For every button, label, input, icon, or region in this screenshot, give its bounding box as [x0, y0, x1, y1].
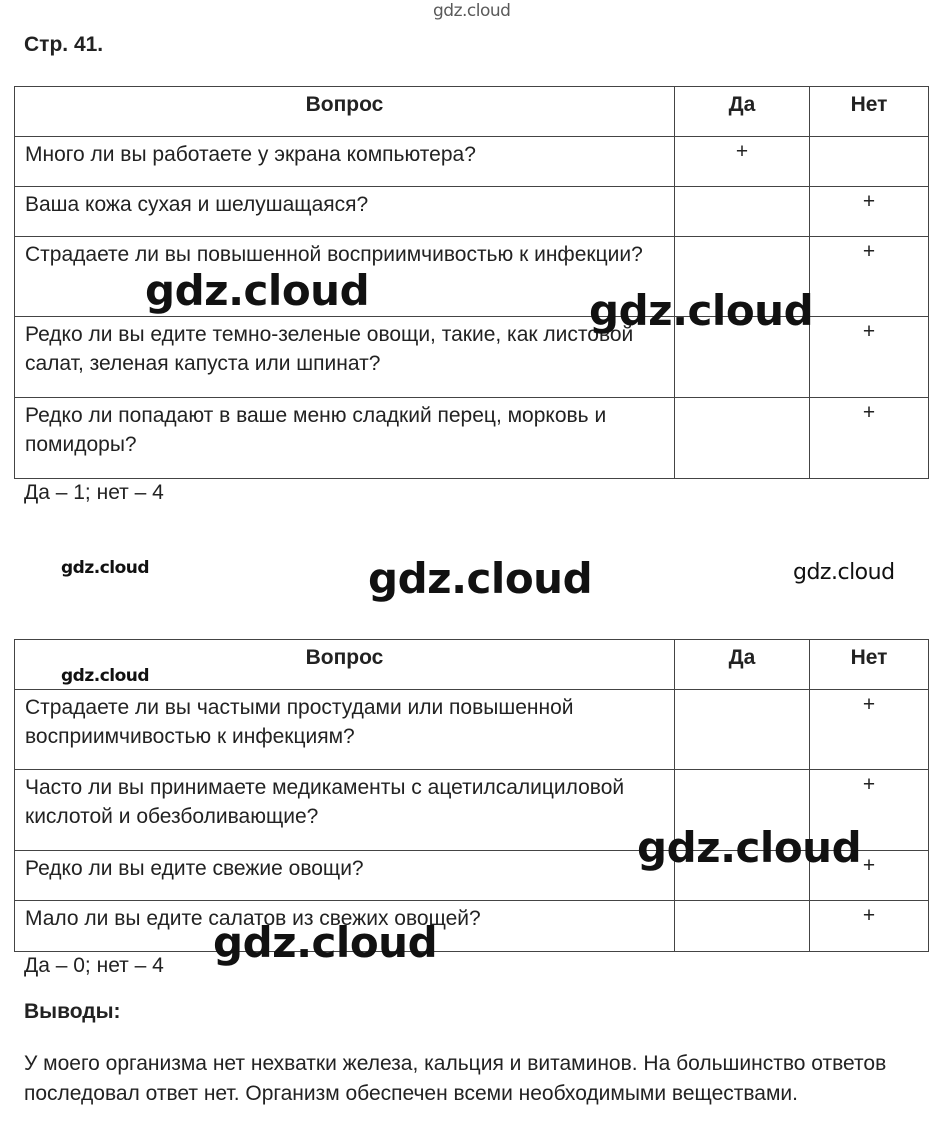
no-cell: +: [810, 187, 929, 237]
no-cell: +: [810, 770, 929, 851]
question-cell: Ваша кожа сухая и шелушащаяся?: [15, 187, 675, 237]
question-cell: Страдаете ли вы частыми простудами или повышенной восприимчивостью к инфекциям?: [15, 690, 675, 770]
table-2-summary: Да – 0; нет – 4: [24, 954, 164, 977]
question-cell: Мало ли вы едите салатов из свежих овощей?: [15, 901, 675, 952]
header-yes: Да: [675, 87, 810, 137]
no-cell: [810, 137, 929, 187]
header-question: Вопрос: [15, 640, 675, 690]
table-1-summary: Да – 1; нет – 4: [24, 481, 164, 504]
table-row: [15, 901, 929, 952]
table-header-row: [15, 87, 929, 137]
watermark: gdz.cloud: [61, 666, 150, 686]
no-cell: +: [810, 901, 929, 952]
watermark: gdz.cloud: [589, 286, 814, 335]
watermark: gdz.cloud: [368, 554, 593, 603]
question-cell: Редко ли вы едите темно-зеленые овощи, такие, как листовой салат, зеленая капуста или шпинат?: [15, 317, 675, 398]
header-no: Нет: [810, 87, 929, 137]
question-cell: Страдаете ли вы повышенной восприимчивостью к инфекции?: [15, 237, 675, 317]
watermark: gdz.cloud: [793, 560, 895, 585]
watermark: gdz.cloud: [213, 918, 438, 967]
page-title: Стр. 41.: [24, 33, 104, 56]
question-cell: Редко ли вы едите свежие овощи?: [15, 851, 675, 901]
yes-cell: [675, 690, 810, 770]
watermark: gdz.cloud: [145, 266, 370, 315]
table-row: [15, 398, 929, 479]
no-cell: +: [810, 851, 929, 901]
yes-cell: [675, 187, 810, 237]
conclusions-heading: Выводы:: [24, 1000, 121, 1023]
question-cell: Часто ли вы принимаете медикаменты с ацетилсалициловой кислотой и обезболивающие?: [15, 770, 675, 851]
no-cell: +: [810, 237, 929, 317]
no-cell: +: [810, 398, 929, 479]
watermark: gdz.cloud: [637, 823, 862, 872]
table-row: [15, 137, 929, 187]
table-row: [15, 690, 929, 770]
yes-cell: +: [675, 137, 810, 187]
no-cell: +: [810, 317, 929, 398]
question-cell: Редко ли попадают в ваше меню сладкий перец, морковь и помидоры?: [15, 398, 675, 479]
questionnaire-table-2: [14, 639, 929, 952]
header-yes: Да: [675, 640, 810, 690]
question-cell: Много ли вы работаете у экрана компьютера?: [15, 137, 675, 187]
conclusions-text: У моего организма нет нехватки железа, кальция и витаминов. На большинство ответов последовал ответ нет. Организм обеспечен всеми необходимыми веществами.: [24, 1052, 887, 1105]
watermark: gdz.cloud: [61, 558, 150, 578]
watermark-top: gdz.cloud: [433, 1, 511, 21]
header-question: Вопрос: [15, 87, 675, 137]
no-cell: +: [810, 690, 929, 770]
yes-cell: [675, 901, 810, 952]
header-no: Нет: [810, 640, 929, 690]
yes-cell: [675, 398, 810, 479]
table-row: [15, 187, 929, 237]
table-header-row: [15, 640, 929, 690]
